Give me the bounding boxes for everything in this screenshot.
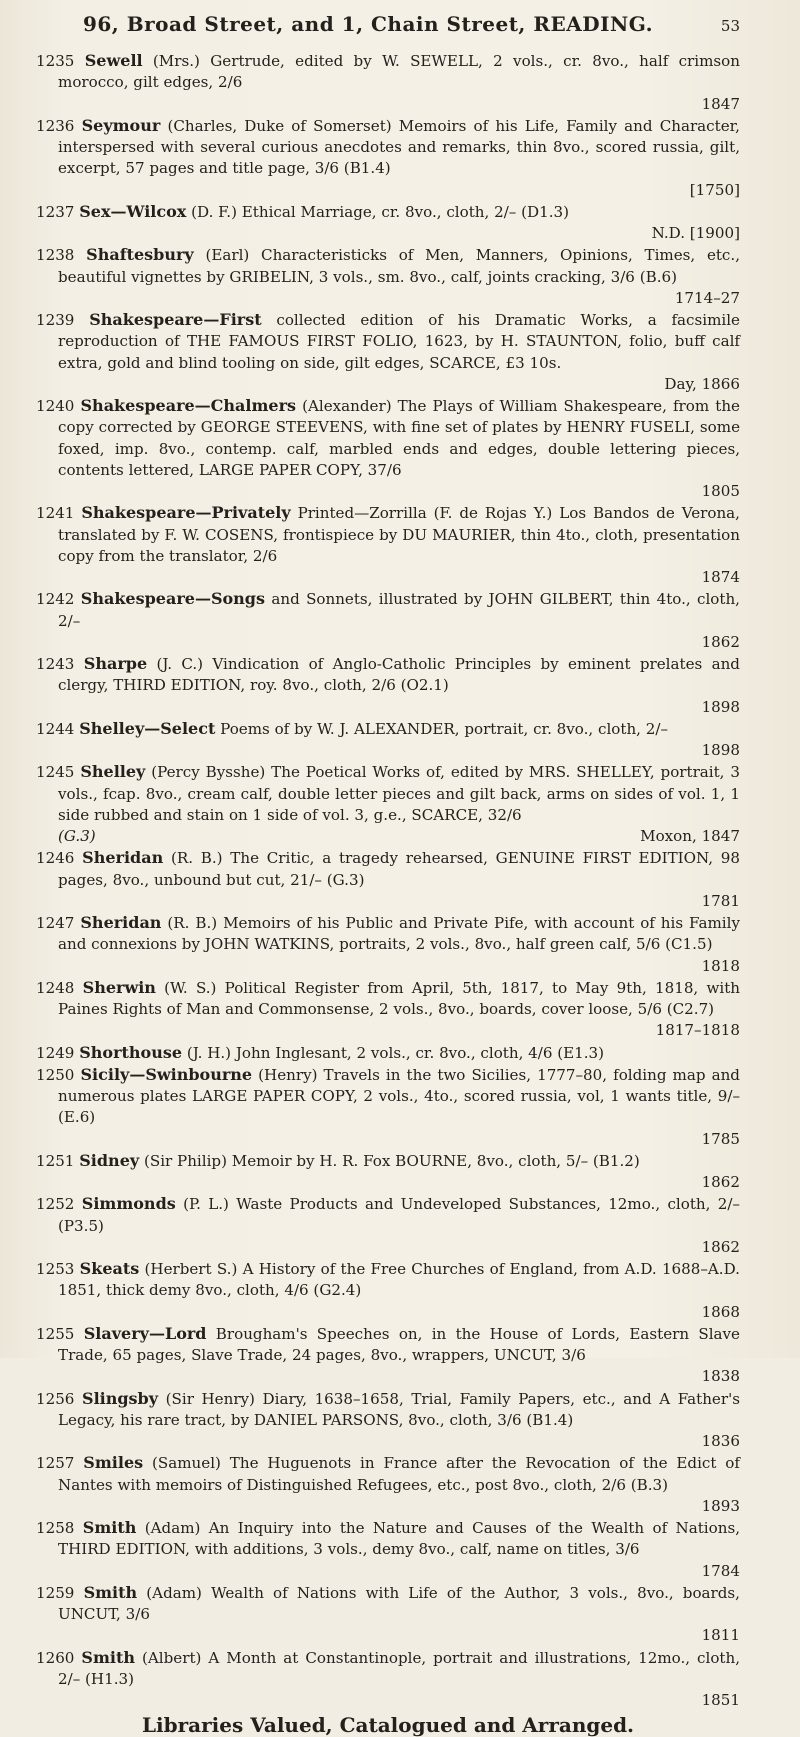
- entry-description: (Herbert S.) A History of the Free Churches of England, from A.D. 1688–A.D. 1851, thick demy 8vo., cloth, 4/6 (G2.4): [58, 1260, 740, 1300]
- entry-meta: [58, 1129, 740, 1150]
- entry-description: (J. H.) John Inglesant, 2 vols., cr. 8vo., cloth, 4/6 (E1.3): [186, 1043, 605, 1062]
- catalogue-entry: [36, 50, 740, 115]
- entry-number: 1242: [36, 590, 75, 609]
- entry-heading: Smiles: [83, 1453, 144, 1473]
- entry-description: (R. B.) The Critic, a tragedy rehearsed, GENUINE FIRST EDITION, 98 pages, 8vo., unbound but cut, 21/– (G.3): [58, 849, 740, 889]
- entry-description: (J. C.) Vindication of Anglo-Catholic Principles by eminent prelates and clergy, THIRD EDITION, roy. 8vo., cloth, 2/6 (O2.1): [58, 655, 740, 695]
- entry-description: (P. L.) Waste Products and Undeveloped Substances, 12mo., cloth, 2/– (P3.5): [58, 1195, 740, 1235]
- entry-number: 1247: [36, 914, 75, 932]
- entry-heading: Shakespeare—First: [89, 310, 262, 329]
- entry-list: [36, 50, 740, 1711]
- entry-description: (Albert) A Month at Constantinople, portrait and illustrations, 12mo., cloth, 2/– (H1.3): [58, 1648, 740, 1688]
- entry-meta: [58, 1496, 740, 1517]
- catalogue-entry: [36, 244, 740, 309]
- entry-meta: [58, 1366, 740, 1387]
- entry-meta: [58, 180, 740, 201]
- entry-meta: [58, 288, 740, 309]
- entry-description: Printed—Zorrilla (F. de Rojas Y.) Los Bandos de Verona, translated by F. W. COSENS, frontispiece by DU MAURIER, thin 4to., cloth, presentation copy from the translator, 2/6: [58, 504, 740, 565]
- catalogue-entry: [36, 1517, 740, 1582]
- entry-meta: [58, 1690, 740, 1711]
- entry-meta: [58, 740, 740, 761]
- page-title: 96, Broad Street, and 1, Chain Street, READING.: [82, 12, 654, 36]
- entry-meta: [58, 891, 740, 912]
- entry-number: 1239: [36, 311, 75, 329]
- entry-number: 1235: [36, 52, 75, 70]
- entry-meta: [58, 697, 740, 718]
- entry-meta: [58, 1237, 740, 1258]
- entry-date: 1818: [701, 956, 740, 975]
- entry-description: (Percy Bysshe) The Poetical Works of, edited by MRS. SHELLEY, portrait, 3 vols., fcap. 8vo., cream calf, double letter pieces and gilt back, arms on sides of vol. 1, 1 side rubbed and stain on 1 side of vol. 3, g.e., SCARCE, 32/6: [58, 763, 740, 824]
- catalogue-entry: [36, 115, 740, 201]
- entry-heading: Sex—Wilcox: [79, 201, 187, 221]
- entry-date: 1781: [701, 891, 740, 910]
- entry-date: 1811: [701, 1626, 740, 1645]
- entry-number: 1248: [36, 978, 75, 997]
- entry-number: 1252: [36, 1195, 75, 1214]
- catalogue-entry: [36, 761, 740, 847]
- entry-number: 1237: [36, 202, 75, 221]
- entry-heading: Seymour: [81, 115, 161, 135]
- entry-date: Day, 1866: [664, 374, 740, 393]
- entry-date: 1898: [701, 697, 740, 716]
- catalogue-entry: [36, 1582, 740, 1647]
- entry-heading: Sheridan: [82, 848, 164, 868]
- running-head: [36, 12, 740, 46]
- entry-meta: [58, 94, 740, 115]
- entry-heading: Smith: [83, 1582, 138, 1602]
- entry-date: 1898: [701, 741, 740, 759]
- entry-description: (Adam) Wealth of Nations with Life of the Author, 3 vols., 8vo., boards, UNCUT, 3/6: [58, 1583, 740, 1623]
- catalogue-entry: [36, 912, 740, 977]
- entry-number: 1245: [36, 763, 75, 782]
- entry-description: (W. S.) Political Register from April, 5th, 1817, to May 9th, 1818, with Paines Rights of Man and Commonsense, 2 vols., 8vo., boards, cover loose, 5/6 (C2.7): [58, 978, 740, 1018]
- entry-description: (Samuel) The Huguenots in France after the Revocation of the Edict of Nantes with memoirs of Distinguished Refugees, etc., post 8vo., cloth, 2/6 (B.3): [58, 1454, 740, 1494]
- entry-heading: Sharpe: [83, 654, 148, 673]
- entry-meta: [58, 374, 740, 395]
- entry-heading: Shelley—Select: [79, 718, 216, 738]
- catalogue-entry: [36, 395, 740, 502]
- entry-meta: [58, 826, 740, 847]
- entry-heading: Smith: [82, 1518, 137, 1537]
- entry-heading: Shelley: [80, 762, 146, 782]
- entry-date: 1838: [701, 1367, 740, 1386]
- entry-number: 1236: [36, 116, 75, 135]
- entry-description: and Sonnets, illustrated by JOHN GILBERT, thin 4to., cloth, 2/–: [58, 590, 740, 630]
- entry-date: N.D. [1900]: [651, 224, 740, 242]
- entry-number: 1243: [36, 655, 75, 673]
- entry-location: (G.3): [58, 827, 96, 845]
- entry-heading: Shakespeare—Chalmers: [80, 396, 297, 415]
- entry-heading: Slavery—Lord: [83, 1323, 207, 1343]
- catalogue-entry: [36, 309, 740, 395]
- catalogue-entry: [36, 201, 740, 245]
- entry-description: Brougham's Speeches on, in the House of Lords, Eastern Slave Trade, 65 pages, Slave Trade, 24 pages, 8vo., wrappers, UNCUT, 3/6: [58, 1324, 740, 1364]
- entry-date: 1847: [701, 94, 740, 113]
- entry-description: (Adam) An Inquiry into the Nature and Causes of the Wealth of Nations, THIRD EDITION, with additions, 3 vols., demy 8vo., calf, name on titles, 3/6: [58, 1519, 740, 1559]
- entry-description: (D. F.) Ethical Marriage, cr. 8vo., cloth, 2/– (D1.3): [191, 202, 570, 221]
- entry-heading: Sherwin: [82, 977, 156, 997]
- catalogue-entry: [36, 1150, 740, 1194]
- catalogue-entry: [36, 1042, 740, 1064]
- entry-heading: Sicily—Swinbourne: [80, 1064, 253, 1084]
- entry-number: 1244: [36, 719, 75, 738]
- entry-date: 1868: [701, 1302, 740, 1321]
- entry-meta: [58, 1020, 740, 1041]
- catalogue-entry: [36, 1193, 740, 1258]
- entry-date: 1862: [701, 1237, 740, 1256]
- catalogue-entry: [36, 718, 740, 762]
- catalogue-entry: [36, 1258, 740, 1323]
- entry-heading: Shakespeare—Privately: [81, 503, 291, 523]
- entry-number: 1260: [36, 1648, 75, 1667]
- entry-date: Moxon, 1847: [640, 827, 740, 845]
- catalogue-entry: [36, 653, 740, 718]
- catalogue-entry: [36, 1388, 740, 1453]
- entry-heading: Sidney: [79, 1150, 140, 1170]
- entry-meta: [58, 632, 740, 653]
- catalogue-entry: [36, 1064, 740, 1150]
- entry-date: 1862: [701, 632, 740, 651]
- entry-heading: Simmonds: [81, 1194, 176, 1214]
- entry-date: 1851: [701, 1691, 740, 1709]
- entry-heading: Slingsby: [82, 1388, 159, 1408]
- entry-heading: Sewell: [84, 51, 143, 70]
- entry-number: 1249: [36, 1043, 75, 1062]
- entry-number: 1258: [36, 1519, 75, 1537]
- entry-date: 1817–1818: [655, 1021, 740, 1040]
- entry-description: Poems of by W. J. ALEXANDER, portrait, cr. 8vo., cloth, 2/–: [220, 719, 668, 738]
- catalogue-entry: [36, 1647, 740, 1712]
- entry-meta: [58, 567, 740, 588]
- entry-date: [1750]: [689, 180, 740, 199]
- entry-description: (Henry) Travels in the two Sicilies, 1777–80, folding map and numerous plates LARGE PAPER COPY, 2 vols., 4to., scored russia, vol, 1 wants title, 9/– (E.6): [58, 1065, 740, 1127]
- entry-date: 1893: [701, 1496, 740, 1515]
- entry-date: 1784: [701, 1561, 740, 1580]
- entry-number: 1250: [36, 1065, 75, 1084]
- entry-meta: [58, 1625, 740, 1646]
- catalogue-entry: [36, 1452, 740, 1517]
- entry-date: 1836: [701, 1432, 740, 1450]
- entry-date: 1714–27: [674, 288, 740, 307]
- entry-description: (Earl) Characteristicks of Men, Manners, Opinions, Times, etc., beautiful vignettes by GRIBELIN, 3 vols., sm. 8vo., calf, joints cracking, 3/6 (B.6): [58, 246, 740, 286]
- entry-date: 1874: [701, 568, 740, 586]
- entry-description: (Charles, Duke of Somerset) Memoirs of his Life, Family and Character, interspersed with several curious anecdotes and remarks, thin 8vo., scored russia, gilt, excerpt, 57 pages and title page, 3/6 (B1.4): [58, 116, 740, 178]
- entry-heading: Smith: [81, 1647, 136, 1667]
- entry-heading: Skeats: [79, 1259, 140, 1278]
- entry-description: (Alexander) The Plays of William Shakespeare, from the copy corrected by GEORGE STEEVENS, with fine set of plates by HENRY FUSELI, some foxed, imp. 8vo., contemp. calf, marbled ends and edges, double lettering pieces, contents lettered, LARGE PAPER COPY, 37/6: [58, 397, 740, 479]
- entry-description: (Sir Henry) Diary, 1638–1658, Trial, Family Papers, etc., and A Father's Legacy, his rare tract, by DANIEL PARSONS, 8vo., cloth, 3/6 (B1.4): [58, 1389, 740, 1429]
- entry-meta: [58, 1302, 740, 1323]
- entry-number: 1240: [36, 397, 75, 415]
- entry-number: 1251: [36, 1151, 75, 1170]
- footer-slogan: Libraries Valued, Catalogued and Arranged.: [141, 1713, 635, 1737]
- catalogue-entry: [36, 977, 740, 1042]
- entry-date: 1862: [701, 1173, 740, 1191]
- entry-number: 1259: [36, 1583, 75, 1602]
- entry-heading: Shaftesbury: [86, 245, 194, 265]
- entry-number: 1253: [36, 1260, 75, 1278]
- entry-description: collected edition of his Dramatic Works, a facsimile reproduction of THE FAMOUS FIRST FOLIO, 1623, by H. STAUNTON, folio, buff calf extra, gold and blind tooling on side, gilt edges, SCARCE, £3 10s.: [58, 311, 740, 372]
- entry-number: 1241: [36, 504, 75, 523]
- entry-meta: [58, 481, 740, 502]
- entry-meta: [58, 1431, 740, 1452]
- entry-number: 1257: [36, 1454, 75, 1473]
- entry-description: (Sir Philip) Memoir by H. R. Fox BOURNE, 8vo., cloth, 5/– (B1.2): [143, 1151, 640, 1170]
- catalogue-entry: [36, 588, 740, 653]
- catalogue-entry: [36, 847, 740, 912]
- entry-number: 1255: [36, 1324, 75, 1343]
- entry-date: 1785: [701, 1129, 740, 1148]
- entry-number: 1256: [36, 1389, 75, 1408]
- page-number: 53: [720, 17, 740, 35]
- entry-heading: Sheridan: [80, 913, 162, 932]
- entry-meta: [58, 1172, 740, 1193]
- entry-meta: [58, 1561, 740, 1582]
- entry-meta: [58, 223, 740, 244]
- entry-heading: Shakespeare—Songs: [80, 589, 265, 609]
- entry-number: 1238: [36, 246, 75, 265]
- entry-description: (R. B.) Memoirs of his Public and Private Pife, with account of his Family and connexions by JOHN WATKINS, portraits, 2 vols., 8vo., half green calf, 5/6 (C1.5): [58, 914, 740, 954]
- entry-number: 1246: [36, 849, 75, 868]
- catalogue-entry: [36, 502, 740, 588]
- entry-meta: [58, 956, 740, 977]
- entry-description: (Mrs.) Gertrude, edited by W. SEWELL, 2 vols., cr. 8vo., half crimson morocco, gilt edges, 2/6: [58, 52, 740, 92]
- catalogue-entry: [36, 1323, 740, 1388]
- entry-date: 1805: [701, 482, 740, 500]
- entry-heading: Shorthouse: [79, 1042, 183, 1062]
